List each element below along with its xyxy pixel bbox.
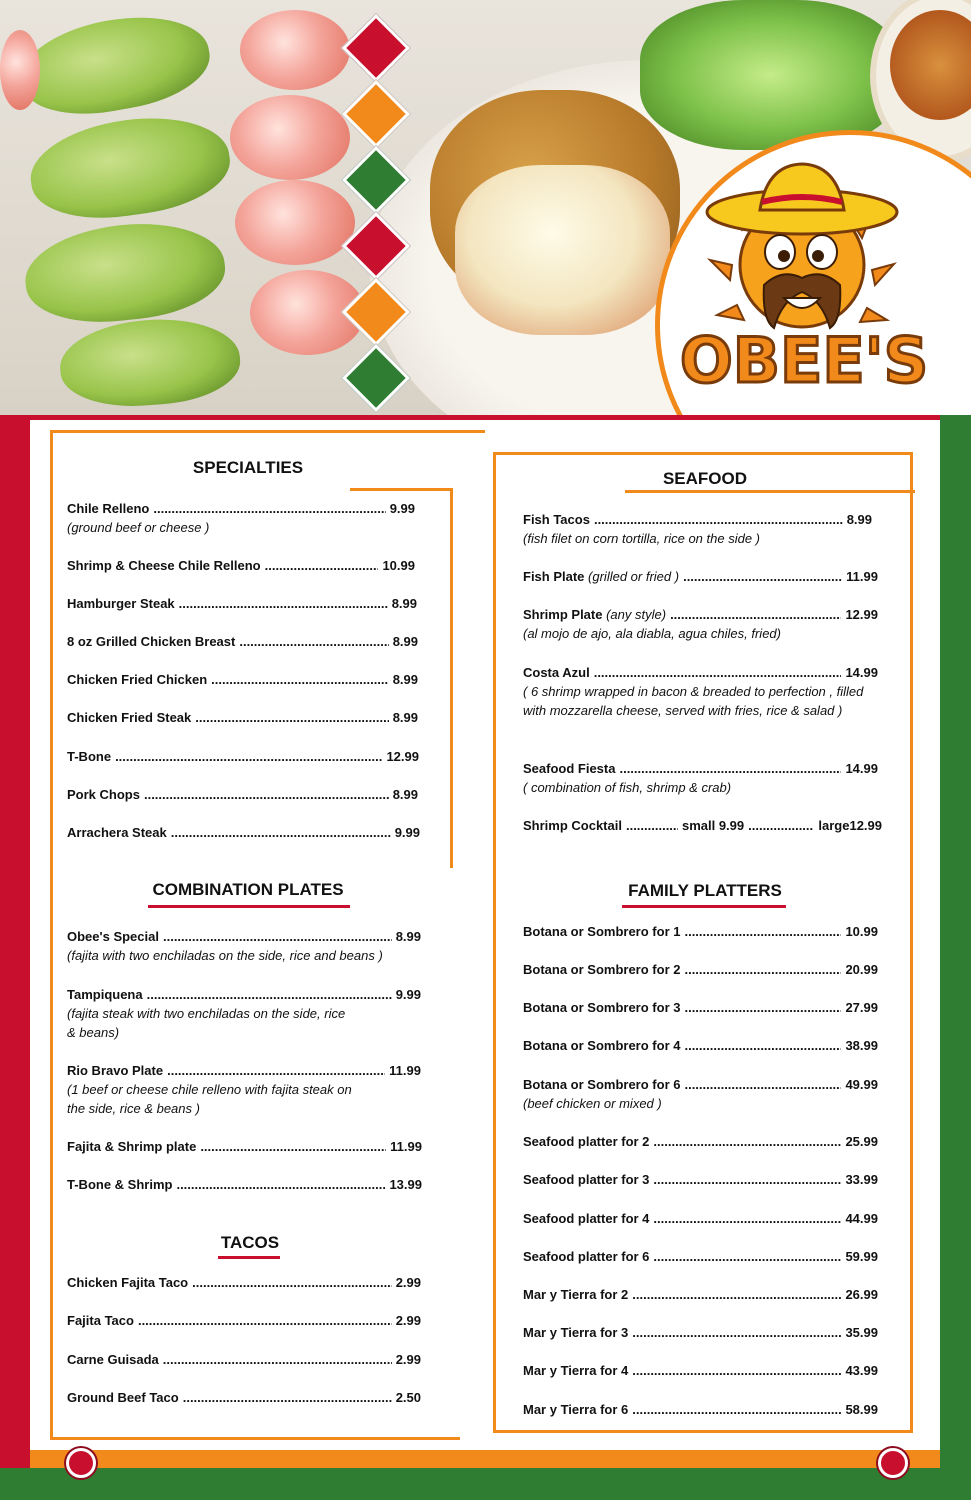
avocado-slice — [14, 4, 217, 126]
frame-line — [625, 490, 915, 493]
frame-line — [450, 488, 453, 868]
menu-item: Shrimp Plate (any style) ..... 12.99 (al mojo de ajo, ala diabla, agua chiles, fried) — [523, 605, 878, 643]
menu-item: Shrimp Cocktail ..... small 9.99 ..... large12.99 — [523, 816, 882, 835]
family-platters-title: FAMILY PLATTERS — [628, 881, 782, 900]
frame-line — [50, 1437, 460, 1440]
combination-plates-title: COMBINATION PLATES — [152, 880, 344, 899]
menu-item: Chicken Fried Steak ..... 8.99 — [67, 708, 418, 727]
menu-item: T-Bone & Shrimp ..... 13.99 — [67, 1175, 422, 1194]
title-underline — [148, 905, 350, 908]
avocado-slice — [57, 314, 242, 411]
green-frame-bottom — [0, 1468, 971, 1500]
menu-item: Carne Guisada ..... 2.99 — [67, 1350, 421, 1369]
frame-line — [493, 452, 913, 455]
frame-line — [910, 452, 913, 1432]
menu-item: Chile Relleno ..... 9.99 (ground beef or cheese ) — [67, 499, 415, 537]
green-frame-right — [940, 415, 971, 1500]
menu-item: Hamburger Steak ..... 8.99 — [67, 594, 417, 613]
orange-frame-bottom — [30, 1450, 940, 1468]
menu-item: Seafood platter for 6 ..... 59.99 — [523, 1247, 878, 1266]
specialties-title: SPECIALTIES — [192, 458, 304, 477]
menu-item: Botana or Sombrero for 4 ..... 38.99 — [523, 1036, 878, 1055]
menu-item: Arrachera Steak ..... 9.99 — [67, 823, 420, 842]
menu-item: Fish Tacos ..... 8.99 (fish filet on corn tortilla, rice on the side ) — [523, 510, 872, 548]
menu-item: Seafood platter for 3 ..... 33.99 — [523, 1170, 878, 1189]
lettuce — [640, 0, 900, 150]
menu-item: Pork Chops ..... 8.99 — [67, 785, 418, 804]
shrimp — [230, 95, 350, 180]
menu-item: Ground Beef Taco ..... 2.50 — [67, 1388, 421, 1407]
title-underline — [622, 905, 786, 908]
menu-item: T-Bone ..... 12.99 — [67, 747, 419, 766]
menu-item: Shrimp & Cheese Chile Relleno ..... 10.99 — [67, 556, 415, 575]
sun-mascot-icon — [672, 160, 962, 400]
menu-item: Seafood platter for 2 ..... 25.99 — [523, 1132, 878, 1151]
food-photo-banner — [0, 0, 971, 415]
shrimp — [235, 180, 355, 265]
menu-item: Rio Bravo Plate ..... 11.99 (1 beef or cheese chile relleno with fajita steak on the side, rice & beans ) — [67, 1061, 421, 1118]
obees-logo — [672, 160, 962, 400]
title-underline — [218, 1256, 280, 1259]
menu-item: Costa Azul ..... 14.99 ( 6 shrimp wrapped in bacon & breaded to perfection , filled with mozzarella cheese, served with fries, rice & salad ) — [523, 663, 878, 720]
menu-item: Chicken Fajita Taco ..... 2.99 — [67, 1273, 421, 1292]
menu-item: Botana or Sombrero for 1 ..... 10.99 — [523, 922, 878, 941]
menu-item: Botana or Sombrero for 3 ..... 27.99 — [523, 998, 878, 1017]
menu-item: Mar y Tierra for 6 ..... 58.99 — [523, 1400, 878, 1419]
menu-item: Chicken Fried Chicken ..... 8.99 — [67, 670, 418, 689]
menu-item: Fajita & Shrimp plate ..... 11.99 — [67, 1137, 422, 1156]
orange-diamond — [342, 80, 410, 148]
logo-wordmark: OBEE'S — [680, 324, 929, 397]
shrimp — [240, 10, 350, 90]
frame-line — [50, 430, 485, 433]
frame-line — [350, 488, 452, 491]
red-diamond — [342, 14, 410, 82]
avocado-slice — [24, 107, 235, 229]
menu-item: Mar y Tierra for 2 ..... 26.99 — [523, 1285, 878, 1304]
menu-item: Fish Plate (grilled or fried ) ..... 11.99 — [523, 567, 878, 586]
menu-item: Seafood platter for 4 ..... 44.99 — [523, 1209, 878, 1228]
menu-item: Tampiquena ..... 9.99 (fajita steak with two enchiladas on the side, rice & beans) — [67, 985, 421, 1042]
menu-item: Mar y Tierra for 4 ..... 43.99 — [523, 1361, 878, 1380]
menu-item: Botana or Sombrero for 6 ..... 49.99 (beef chicken or mixed ) — [523, 1075, 878, 1113]
frame-line — [50, 430, 53, 1440]
frame-line — [493, 1430, 913, 1433]
corner-dot — [66, 1448, 96, 1478]
menu-item: Botana or Sombrero for 2 ..... 20.99 — [523, 960, 878, 979]
menu-item: Fajita Taco ..... 2.99 — [67, 1311, 421, 1330]
frame-line — [493, 452, 496, 1432]
seafood-title: SEAFOOD — [662, 469, 748, 488]
tacos-title: TACOS — [220, 1233, 280, 1252]
menu-item: Mar y Tierra for 3 ..... 35.99 — [523, 1323, 878, 1342]
shrimp — [0, 30, 40, 110]
corner-dot — [878, 1448, 908, 1478]
menu-item: 8 oz Grilled Chicken Breast ..... 8.99 — [67, 632, 418, 651]
menu-item: Seafood Fiesta ..... 14.99 ( combination of fish, shrimp & crab) — [523, 759, 878, 797]
menu-item: Obee's Special ..... 8.99 (fajita with two enchiladas on the side, rice and beans ) — [67, 927, 421, 965]
cheese-enchilada — [455, 165, 670, 335]
avocado-slice — [21, 215, 230, 330]
